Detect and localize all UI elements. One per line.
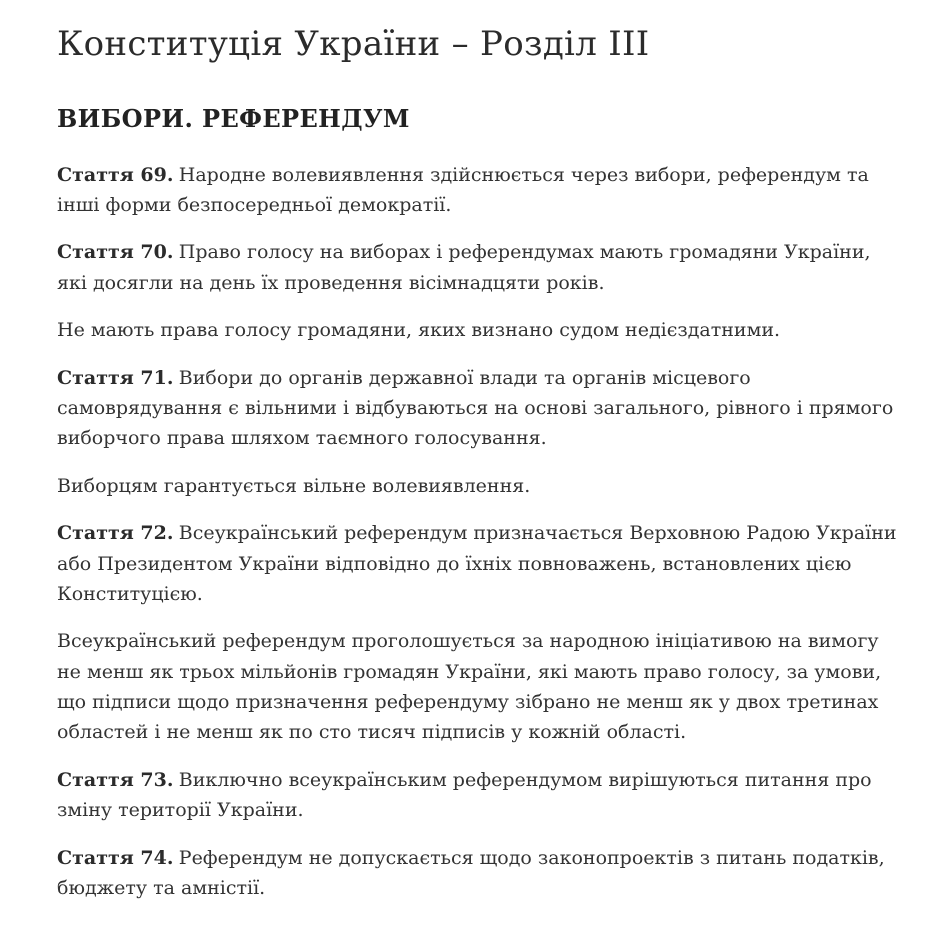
- article-text: Виключно всеукраїнським референдумом вирішуються питання про зміну території України.: [57, 768, 872, 822]
- article-paragraph: [57, 363, 905, 454]
- article-paragraph: [57, 518, 905, 609]
- article-label: Стаття 70.: [57, 241, 174, 264]
- article-text: Виборцям гарантується вільне волевиявлення.: [57, 474, 531, 497]
- article-paragraph: [57, 765, 905, 826]
- article-paragraph: [57, 843, 905, 904]
- article-paragraph: [57, 237, 905, 298]
- article-label: Стаття 74.: [57, 846, 174, 869]
- article-text: Народне волевиявлення здійснюється через вибори, референдум та інші форми безпосередньої демократії.: [57, 163, 869, 216]
- article-paragraph: [57, 315, 905, 345]
- article-label: Стаття 73.: [57, 768, 174, 791]
- page-title: Конституція України – Розділ III: [57, 24, 650, 64]
- article-text: Не мають права голосу громадяни, яких визнано судом недієздатними.: [57, 319, 781, 342]
- article-paragraph: [57, 471, 905, 501]
- article-text: Право голосу на виборах і референдумах мають громадяни України, які досягли на день їх проведення вісімнадцяти років.: [57, 241, 871, 294]
- article-text: Референдум не допускається щодо законопроектів з питань податків, бюджету та амністії.: [57, 846, 885, 900]
- article-paragraph: [57, 626, 905, 748]
- article-text: Всеукраїнський референдум призначається Верховною Радою України або Президентом України відповідно до їхніх повноважень, встановлених цією Конституцією.: [57, 522, 897, 605]
- article-label: Стаття 69.: [57, 163, 174, 186]
- article-label: Стаття 71.: [57, 366, 174, 389]
- article-label: Стаття 72.: [57, 522, 174, 545]
- section-heading: ВИБОРИ. РЕФЕРЕНДУМ: [57, 103, 410, 133]
- article-text: Вибори до органів державної влади та органів місцевого самоврядування є вільними і відбуваються на основі загального, рівного і прямого виборчого права шляхом таємного голосування.: [57, 366, 894, 450]
- article-paragraph: [57, 160, 905, 221]
- article-text: Всеукраїнський референдум проголошується за народною ініціативою на вимогу не менш як трьох мільйонів громадян України, які мають право голосу, за умови, що підписи щодо призначення референдуму зібрано не менш як у двох третинах областей і не менш як по сто тисяч підписів у кожній області.: [57, 630, 882, 744]
